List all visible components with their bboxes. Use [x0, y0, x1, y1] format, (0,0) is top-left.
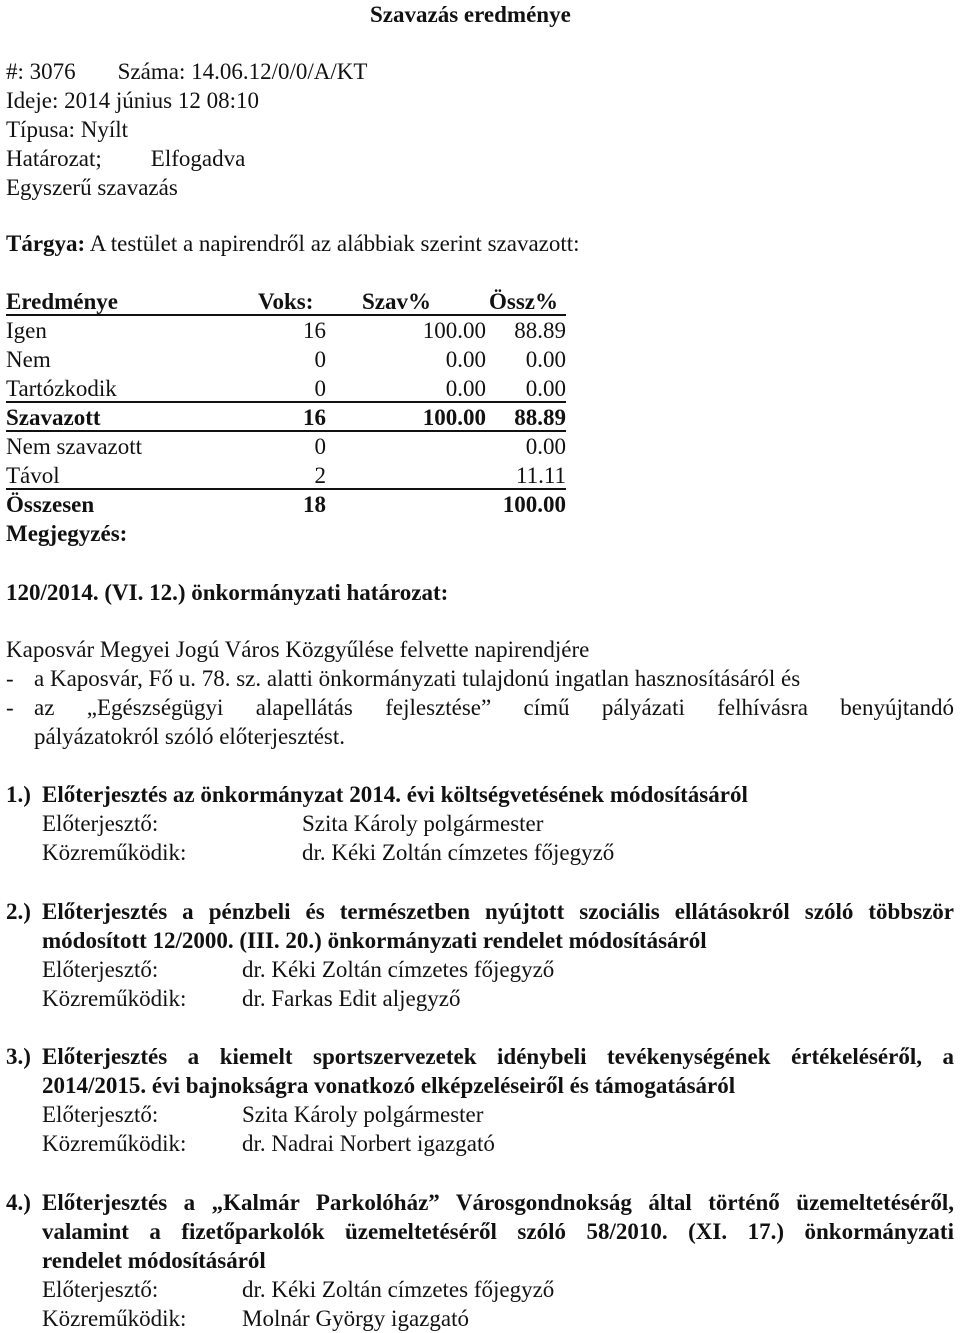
row-voks: 0	[314, 347, 326, 372]
kozremukodik-label: Közreműködik:	[42, 1306, 187, 1331]
vote-mode: Egyszerű szavazás	[6, 175, 178, 200]
vote-number: #: 3076	[6, 59, 76, 84]
vote-tipusa: Típusa: Nyílt	[6, 117, 129, 142]
resolution-intro: Kaposvár Megyei Jogú Város Közgyűlése felvette napirendjére	[6, 637, 590, 662]
eloterjeszto-value: dr. Kéki Zoltán címzetes főjegyző	[242, 957, 555, 982]
bullet-dash: -	[6, 666, 14, 691]
item-kozremukodik	[42, 1304, 954, 1333]
eloterjeszto-label: Előterjesztő:	[42, 1102, 159, 1127]
item-number: 2.)	[6, 899, 31, 924]
header-ossz: Össz%	[489, 289, 558, 314]
table-row	[6, 374, 566, 403]
row-voks: 0	[314, 376, 326, 401]
results-header	[6, 287, 566, 316]
eloterjeszto-label: Előterjesztő:	[42, 1277, 159, 1302]
item-title-cont: valamint a fizetőparkolók üzemeltetéséről szóló 58/2010. (XI. 17.) önkormányzati	[42, 1219, 954, 1244]
vote-szama: Száma: 14.06.12/0/0/A/KT	[117, 59, 368, 84]
row-ossz: 0.00	[525, 376, 566, 401]
item-title: Előterjesztés a pénzbeli és természetben nyújtott szociális ellátásokról szóló többször	[42, 899, 954, 924]
item-eloterjeszto	[42, 1100, 954, 1129]
vote-hatarozat-label: Határozat;	[6, 146, 102, 171]
item-number: 3.)	[6, 1044, 31, 1069]
row-szav: 0.00	[445, 347, 486, 372]
item-title: Előterjesztés a „Kalmár Parkolóház” Városgondnokság által történő üzemeltetéséről,	[42, 1190, 954, 1215]
agenda-item-1	[6, 780, 954, 867]
row-label: Tartózkodik	[6, 376, 117, 401]
kozremukodik-value: dr. Nadrai Norbert igazgató	[242, 1131, 495, 1156]
resolution-title: 120/2014. (VI. 12.) önkormányzati határozat:	[6, 580, 449, 605]
bullet-text: a Kaposvár, Fő u. 78. sz. alatti önkormányzati tulajdonú ingatlan hasznosításáról és	[34, 666, 801, 691]
row-voks: 0	[314, 434, 326, 459]
notes-label	[6, 519, 566, 548]
bullet-text-cont: pályázatokról szóló előterjesztést.	[34, 724, 346, 749]
item-kozremukodik	[42, 838, 954, 867]
eloterjeszto-label: Előterjesztő:	[42, 957, 159, 982]
vote-ideje: Ideje: 2014 június 12 08:10	[6, 88, 259, 113]
row-voks: 2	[314, 463, 326, 488]
kozremukodik-label: Közreműködik:	[42, 1131, 187, 1156]
row-ossz: 0.00	[525, 347, 566, 372]
row-voks: 16	[303, 318, 326, 343]
bullet-text: az „Egészségügyi alapellátás fejlesztése” című pályázati felhívásra benyújtandó	[34, 695, 954, 720]
item-kozremukodik	[42, 1129, 954, 1158]
table-row	[6, 316, 566, 345]
kozremukodik-label: Közreműködik:	[42, 840, 187, 865]
header-eredmenye: Eredménye	[6, 289, 119, 314]
table-row	[6, 461, 566, 490]
eloterjeszto-value: dr. Kéki Zoltán címzetes főjegyző	[242, 1277, 555, 1302]
kozremukodik-value: dr. Kéki Zoltán címzetes főjegyző	[302, 840, 615, 865]
table-row	[6, 490, 566, 519]
vote-hatarozat-value: Elfogadva	[150, 146, 246, 171]
row-label: Nem szavazott	[6, 434, 143, 459]
row-voks: 18	[303, 492, 326, 517]
list-item	[6, 693, 954, 751]
row-ossz: 0.00	[525, 434, 566, 459]
item-number: 1.)	[6, 782, 31, 807]
table-row	[6, 345, 566, 374]
header-szav: Szav%	[362, 289, 431, 314]
row-label: Igen	[6, 318, 47, 343]
vote-meta	[6, 57, 367, 202]
row-label: Távol	[6, 463, 60, 488]
row-szav: 100.00	[422, 318, 486, 343]
kozremukodik-value: dr. Farkas Edit aljegyző	[242, 986, 461, 1011]
row-ossz: 88.89	[514, 318, 566, 343]
row-ossz: 100.00	[502, 492, 566, 517]
item-title-cont: 2014/2015. évi bajnokságra vonatkozó elképzeléseiről és támogatásáról	[42, 1073, 736, 1098]
subject-line	[6, 229, 580, 258]
item-number: 4.)	[6, 1190, 31, 1215]
subject-text: A testület a napirendről az alábbiak szerint szavazott:	[85, 231, 580, 256]
item-eloterjeszto	[42, 809, 954, 838]
eloterjeszto-label: Előterjesztő:	[42, 811, 159, 836]
notes-label-text: Megjegyzés:	[6, 521, 128, 546]
subject-label: Tárgya:	[6, 231, 86, 256]
item-title: Előterjesztés a kiemelt sportszervezetek idénybeli tevékenységének értékeléséről, a	[42, 1044, 954, 1069]
agenda-item-2	[6, 897, 954, 1013]
header-voks: Voks:	[258, 289, 314, 314]
row-label: Szavazott	[6, 405, 101, 430]
agenda-item-4	[6, 1188, 954, 1333]
row-label: Összesen	[6, 492, 95, 517]
item-title: Előterjesztés az önkormányzat 2014. évi költségvetésének módosításáról	[42, 782, 748, 807]
row-ossz: 11.11	[515, 463, 566, 488]
table-row	[6, 403, 566, 432]
eloterjeszto-value: Szita Károly polgármester	[302, 811, 544, 836]
list-item	[6, 664, 954, 693]
kozremukodik-value: Molnár György igazgató	[242, 1306, 469, 1331]
row-voks: 16	[303, 405, 326, 430]
item-title-cont: rendelet módosításáról	[42, 1248, 266, 1273]
item-title-cont: módosított 12/2000. (III. 20.) önkormányzati rendelet módosításáról	[42, 928, 707, 953]
item-eloterjeszto	[42, 955, 954, 984]
agenda-item-3	[6, 1042, 954, 1158]
table-row	[6, 432, 566, 461]
results-table	[6, 287, 566, 548]
bullet-dash: -	[6, 695, 14, 720]
row-szav: 0.00	[445, 376, 486, 401]
item-kozremukodik	[42, 984, 954, 1013]
item-eloterjeszto	[42, 1275, 954, 1304]
row-label: Nem	[6, 347, 51, 372]
row-szav: 100.00	[422, 405, 486, 430]
page-title: Szavazás eredménye	[370, 2, 571, 27]
row-ossz: 88.89	[514, 405, 566, 430]
eloterjeszto-value: Szita Károly polgármester	[242, 1102, 484, 1127]
kozremukodik-label: Közreműködik:	[42, 986, 187, 1011]
